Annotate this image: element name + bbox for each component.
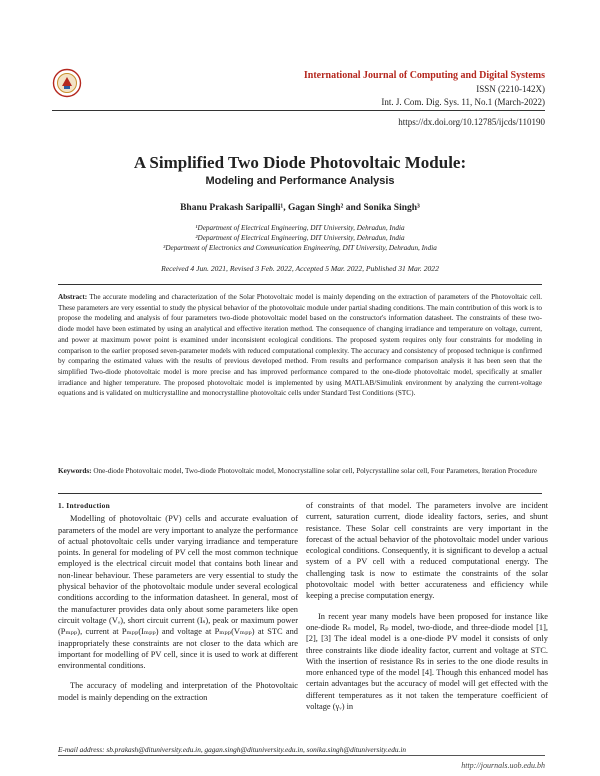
left-column	[58, 500, 298, 703]
journal-website[interactable]: http://journals.uob.edu.bh	[461, 761, 545, 770]
keywords	[58, 466, 542, 477]
journal-title: International Journal of Computing and Digital Systems	[303, 70, 545, 81]
abstract-bottom-rule	[58, 493, 542, 494]
affiliation-3: ³Department of Electronics and Communication Engineering, DIT University, Dehradun, India	[163, 244, 437, 252]
email-addresses: E-mail address: sb.prakash@dituniversity.edu.in, gagan.singh@dituniversity.edu.in, sonika.singh@dituniversity.edu.in	[58, 745, 406, 754]
footer-rule	[58, 755, 545, 756]
abstract-top-rule	[58, 284, 542, 285]
paper-subtitle: Modeling and Performance Analysis	[205, 175, 395, 187]
right-column	[306, 500, 548, 712]
abstract	[58, 292, 542, 399]
left-paragraph-2: The accuracy of modeling and interpretation of the Photovoltaic model is mainly depending on the extraction	[58, 681, 298, 702]
left-paragraph-1: Modelling of photovoltaic (PV) cells and accurate evaluation of parameters of the model are very important to analyze the performance of actual photovoltaic cells under varying irradiance and temperature points. In general for modeling of PV cell the most common technique employed is the electrical circuit model that contains both linear and non-linear behaviour. These parameters are very essential to study the physical behavior of the photovoltaic module under several ecological conditions according to the information datasheet. In general, most of the manufacturer provides data only about some parameters like open circuit voltage (Vₒ), short circuit current (Iₛ), peak or maximum power (Pₘₚₚ), current at Pₘₚₚ(Iₘₚₚ) and voltage at Pₘₚₚ(Vₘₚₚ) at STC and inappropriately these constraints are not closer to the data which are important for modelling of PV cell, since it is used to work at different environmental conditions.	[58, 514, 298, 671]
keywords-text: One-diode Photovoltaic model, Two-diode Photovoltaic model, Monocrystalline solar cell, Polycrystalline solar cell, Four Parameters, Iteration Procedure	[93, 467, 538, 475]
section-heading-introduction: 1. Introduction	[58, 501, 111, 510]
doi-link[interactable]: https://dx.doi.org/10.12785/ijcds/110190	[398, 117, 545, 127]
header-rule	[52, 110, 545, 111]
right-paragraph-1: of constraints of that model. The parameters involve are incident current, saturation current, diode ideality factors, series, and shunt resistance. These Solar cell constraints are very important in the forecast of the actual behavior of the photovoltaic model under various ecological conditions. Consequently, it is significant to develop a actual system of a PV cell with a reduced computational energy. The challenging task is now to estimate the constraints of the solar photovoltaic model with better accurateness and efficiency while keeping a precise computation energy.	[306, 501, 548, 601]
university-seal-icon	[52, 68, 82, 98]
abstract-label: Abstract:	[58, 293, 88, 301]
keywords-label: Keywords:	[58, 467, 92, 475]
affiliation-2: ²Department of Electrical Engineering, DIT University, Dehradun, India	[195, 234, 405, 242]
journal-citation: Int. J. Com. Dig. Sys. 11, No.1 (March-2022)	[381, 97, 545, 107]
affiliation-1: ¹Department of Electrical Engineering, DIT University, Dehradun, India	[195, 224, 405, 232]
issn: ISSN (2210-142X)	[476, 84, 545, 94]
abstract-text: The accurate modeling and characterization of the Solar Photovoltaic model is mainly depending on the extraction of parameters of the Photovoltaic cell. These parameters are very essential to study the physical behavior of the photovoltaic module under partial shading conditions. The main contribution of this work is to propose the modeling and analysis of four parameters two-diode photovoltaic model based on the constructor's information datasheet. The constraints of these two-diode model have been estimated by using an analytical and effective iteration method. The consequence of changing irradiance and temperature on voltage, current, and power at maximum power point is examined under inconsistent ecological conditions. The proposed system requires only four constraints for modeling in comparison to the earlier proposed seven-parameter models with reduced computational complexity. The accuracy and consistency of proposed technique is confirmed by comparing the estimated values with the results of previous developed method. From results and performance comparison analysis it has been seen that the simplified Two-diode photovoltaic model is more precise and has improved performance compared to the one-diode photovoltaic model, specifically at smaller irradiance and higher temperature. The proposed photovoltaic model is implemented by using MATLAB/Simulink environment by analyzing the current-voltage equations and is validated on multicrystalline and monocrystalline photovoltaic cells under Standard Test Conditions (STC).	[58, 293, 543, 398]
received-dates: Received 4 Jun. 2021, Revised 3 Feb. 2022, Accepted 5 Mar. 2022, Published 31 Mar. 2022	[161, 264, 439, 273]
authors: Bhanu Prakash Saripalli¹, Gagan Singh² and Sonika Singh³	[180, 203, 420, 213]
paper-title: A Simplified Two Diode Photovoltaic Module:	[133, 153, 467, 172]
right-paragraph-2: In recent year many models have been proposed for instance like one-diode Rₛ model, Rₚ model, two-diode, and three-diode model [1], [2], [3] The ideal model is a one-diode PV model it consists of only three constraints like diode ideality factor, current and voltage at STC. With the insertion of resistance Rs in series to the one diode results in more enhanced type of the model [4]. Though this enhanced model has certain advantages but the accuracy of model will get effected with the different temperatures as it not taken the temperature coefficient of voltage (γᵥ) in	[306, 611, 548, 712]
